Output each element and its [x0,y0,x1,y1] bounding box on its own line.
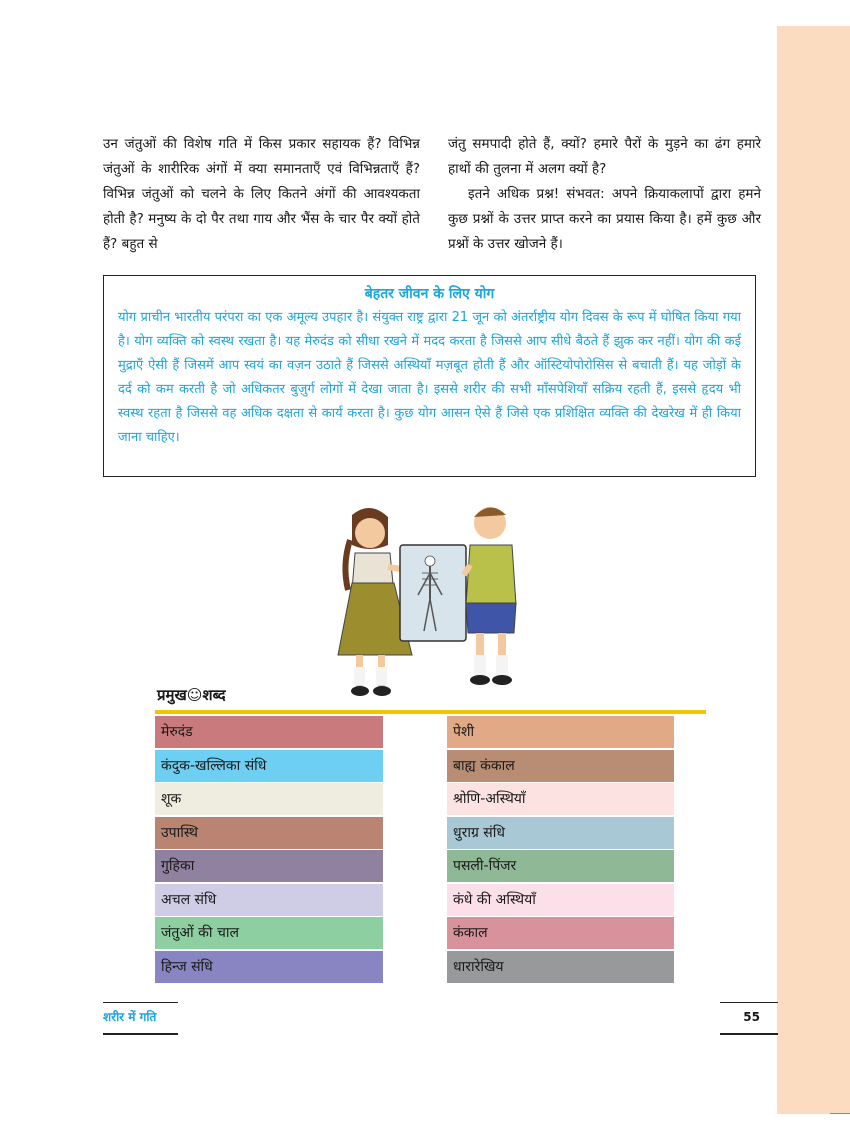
keyword-item: शूक [155,783,383,815]
keyword-item: श्रोणि-अस्थियाँ [447,783,674,815]
yoga-box-title: बेहतर जीवन के लिए योग [364,286,495,302]
children-holding-xray-illustration [330,495,530,705]
corner-mark [830,1113,850,1114]
keyword-item: गुहिका [155,850,383,882]
side-color-band [777,26,850,1114]
keywords-heading-text: शब्द [202,686,226,704]
keyword-item: जंतुओं की चाल [155,917,383,949]
yoga-info-box [103,275,756,477]
keyword-item: बाह्य कंकाल [447,750,674,782]
keyword-item: कंधे की अस्थियाँ [447,884,674,916]
body-paragraph: जंतु समपादी होते हैं, क्यों? हमारे पैरों के मुड़ने का ढंग हमारे हाथों की तुलना में अलग क्यों है? [448,136,761,177]
keyword-item: कंदुक-खल्लिका संधि [155,750,383,782]
keyword-item: उपास्थि [155,817,383,849]
yoga-box-text: योग प्राचीन भारतीय परंपरा का एक अमूल्य उपहार है। संयुक्त राष्ट्र द्वारा 21 जून को अंतर्राष्ट्रीय योग दिवस के रूप में घोषित किया गया है। योग व्यक्ति को स्वस्थ रखता है। यह मेरुदंड को सीधा रखने में मदद करता है जिससे आप सीधे बैठते हैं झुक कर नहीं। योग की कई मुद्राएँ ऐसी हैं जिसमें आप स्वयं का वज़न उठाते हैं जिससे अस्थियाँ मज़बूत होती हैं और ऑस्टियोपोरोसिस से बचाती हैं। यह जोड़ों के दर्द को कम करती है जो अधिकतर बुज़ुर्ग लोगों में देखा जाता है। इससे शरीर की सभी माँसपेशियाँ सक्रिय रहती हैं, इससे हृदय भी स्वस्थ रहता है जिससे वह अधिक दक्षता से कार्य करता है। कुछ योग आसन ऐसे हैं जिसे एक प्रशिक्षित व्यक्ति की देखरेख में ही किया जाना चाहिए। [118,310,741,445]
page-number: 55 [743,1010,760,1024]
keyword-item: मेरुदंड [155,716,383,748]
keyword-item: कंकाल [447,917,674,949]
keywords-heading-text: प्रमुख [157,686,187,704]
body-text-left-column [103,132,420,257]
xray-panel [400,545,466,641]
keywords-left-column [155,716,383,984]
keyword-item: पेशी [447,716,674,748]
keywords-divider [155,710,706,714]
body-paragraph: उन जंतुओं की विशेष गति में किस प्रकार सहायक हैं? विभिन्न जंतुओं के शारीरिक अंगों में क्या समानताएँ एवं विभिन्नताएँ हैं? विभिन्न जंतुओं को चलने के लिए कितने अंगों की आवश्यकता होती है? मनुष्य के दो पैर तथा गाय और भैंस के चार पैर क्यों होते हैं? बहुत से [103,136,420,252]
boy-figure [464,507,516,685]
keyword-item: अचल संधि [155,884,383,916]
smiley-icon: ☺ [186,686,203,704]
body-text-right-column [448,132,761,257]
keywords-right-column [447,716,674,984]
keyword-item: हिन्ज संधि [155,951,383,983]
footer-chapter [103,1002,178,1035]
keyword-item: धारारेखिय [447,951,674,983]
body-paragraph: इतने अधिक प्रश्न! संभवत: अपने क्रियाकलापों द्वारा हमने कुछ प्रश्नों के उत्तर प्राप्त करने का प्रयास किया है। हमें कुछ और प्रश्नों के उत्तर खोजने हैं। [448,186,761,252]
keywords-heading [157,684,226,706]
keyword-item: पसली-पिंजर [447,850,674,882]
chapter-title: शरीर में गति [103,1010,157,1024]
footer-page [720,1002,778,1035]
keyword-item: धुराग्र संधि [447,817,674,849]
